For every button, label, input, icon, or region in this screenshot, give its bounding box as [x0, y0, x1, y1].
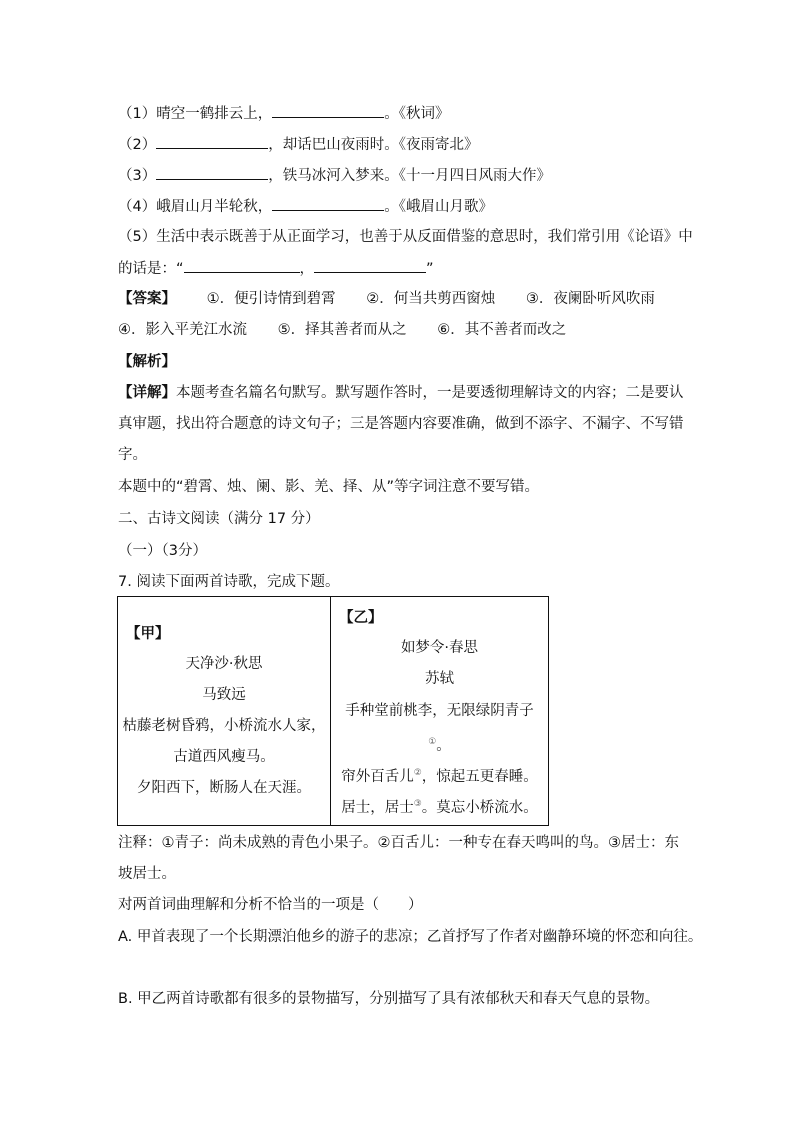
- mcq-option-a[interactable]: A. 甲首表现了一个长期漂泊他乡的游子的悲凉；乙首抒写了作者对幽静环境的怀恋和向往。: [118, 929, 703, 945]
- poem-yi: [331, 597, 548, 825]
- poem-jia-tag: 【甲】: [126, 626, 170, 642]
- question-1-source: 。《秋词》: [384, 106, 450, 122]
- notes-line-2: 坡居士。: [118, 866, 176, 882]
- answer-item-5: ⑤．择其善者而从之: [277, 322, 407, 338]
- poem-yi-line-4-a: 居士，居士: [341, 799, 414, 816]
- poem-jia-title: 天净沙·秋思: [185, 656, 263, 672]
- section-title: 二、古诗文阅读（满分 17 分）: [118, 511, 320, 527]
- question-5-prefix: 的话是：“: [118, 261, 184, 277]
- footnote-mark-2: ②: [413, 768, 422, 778]
- answer-blank-1[interactable]: [272, 103, 384, 118]
- notes-line-1: 注释：①青子：尚未成熟的青色小果子。②百舌儿：一种专在春天鸣叫的鸟。③居士：东: [118, 835, 679, 851]
- poem-jia: [118, 597, 331, 825]
- question-1: [118, 103, 449, 124]
- question-4-text: （4）峨眉山月半轮秋，: [118, 199, 273, 215]
- poem-yi-line-1: 手种堂前桃李，无限绿阴青子: [345, 703, 534, 719]
- mcq-option-b[interactable]: B. 甲乙两首诗歌都有很多的景物描写，分别描写了具有浓郁秋天和春天气息的景物。: [118, 991, 660, 1007]
- question-2-text: （2）: [118, 137, 157, 153]
- answer-item-4: ④．影入平羌江水流: [118, 322, 247, 338]
- poem-yi-line-3: [331, 763, 548, 787]
- question-3-text: （3）: [118, 168, 157, 184]
- answer-blank-2[interactable]: [156, 134, 268, 149]
- answer-line-2: [118, 320, 592, 340]
- answer-blank-3[interactable]: [156, 165, 268, 180]
- analysis-detail-line-3: 字。: [118, 447, 147, 463]
- question-5-line-2: [118, 258, 434, 279]
- analysis-detail-line-2: 真审题，找出符合题意的诗文句子；三是答题内容要准确，做到不添字、不漏字、不写错: [118, 416, 684, 432]
- answer-item-3: ③．夜阑卧听风吹雨: [525, 291, 655, 307]
- poem-yi-line-3-a: 帘外百舌儿: [341, 768, 414, 785]
- poem-yi-tag: 【乙】: [339, 610, 383, 626]
- answer-line-1: [118, 289, 681, 309]
- answer-item-1: ①．便引诗情到碧霄: [206, 291, 336, 307]
- footnote-mark-3: ③: [413, 799, 422, 809]
- poem-yi-title: 如梦令·春思: [400, 640, 479, 656]
- question-5-comma: ，: [299, 261, 315, 277]
- question-1-text: （1）晴空一鹤排云上，: [118, 106, 273, 122]
- analysis-label: 【解析】: [118, 354, 176, 370]
- answer-item-6: ⑥．其不善者而改之: [437, 322, 567, 338]
- poem-jia-line-3: 夕阳西下，断肠人在天涯。: [137, 780, 311, 796]
- answer-blank-6[interactable]: [314, 258, 426, 273]
- question-4: [118, 196, 493, 217]
- poem-table: [117, 596, 549, 826]
- poem-yi-line-4-b: 。莫忘小桥流水。: [421, 799, 538, 816]
- detail-text-1: 本题考查名篇名句默写。默写题作答时，一是要透彻理解诗文的内容；二是要认: [176, 385, 684, 401]
- poem-jia-line-2: 古道西风瘦马。: [173, 749, 275, 765]
- analysis-note: 本题中的“碧霄、烛、阑、影、羌、择、从”等字词注意不要写错。: [118, 479, 540, 495]
- answer-blank-5[interactable]: [184, 258, 300, 273]
- poem-yi-line-4: [331, 794, 548, 818]
- footnote-mark-1: ①: [428, 737, 437, 747]
- question-7: 7. 阅读下面两首诗歌，完成下题。: [118, 574, 340, 590]
- question-5-close-quote: ”: [426, 261, 434, 277]
- mcq-stem: 对两首词曲理解和分析不恰当的一项是（ ）: [118, 897, 423, 913]
- poem-yi-line-2: [331, 732, 548, 756]
- poem-jia-line-1: 枯藤老树昏鸦，小桥流水人家，: [122, 718, 326, 734]
- question-4-source: 。《峨眉山月歌》: [384, 199, 493, 215]
- detail-label: 【详解】: [118, 385, 176, 401]
- analysis-detail-line-1: [118, 383, 684, 403]
- question-3: [118, 165, 551, 186]
- question-2: [118, 134, 478, 155]
- poem-yi-line-2-end: 。: [436, 737, 451, 754]
- section-subtitle: （一）（3分）: [118, 543, 207, 559]
- question-5-line-1: （5）生活中表示既善于从正面学习，也善于从反面借鉴的意思时，我们常引用《论语》中: [118, 229, 693, 245]
- question-3-source: ，铁马冰河入梦来。《十一月四日风雨大作》: [268, 168, 551, 184]
- poem-jia-author: 马致远: [202, 687, 246, 703]
- answer-label: 【答案】: [118, 291, 176, 307]
- answer-item-2: ②．何当共剪西窗烛: [366, 291, 496, 307]
- question-2-source: ，却话巴山夜雨时。《夜雨寄北》: [268, 137, 479, 153]
- poem-yi-line-3-b: ，惊起五更春睡。: [421, 768, 538, 785]
- poem-yi-author: 苏轼: [425, 671, 454, 687]
- answer-blank-4[interactable]: [272, 196, 384, 211]
